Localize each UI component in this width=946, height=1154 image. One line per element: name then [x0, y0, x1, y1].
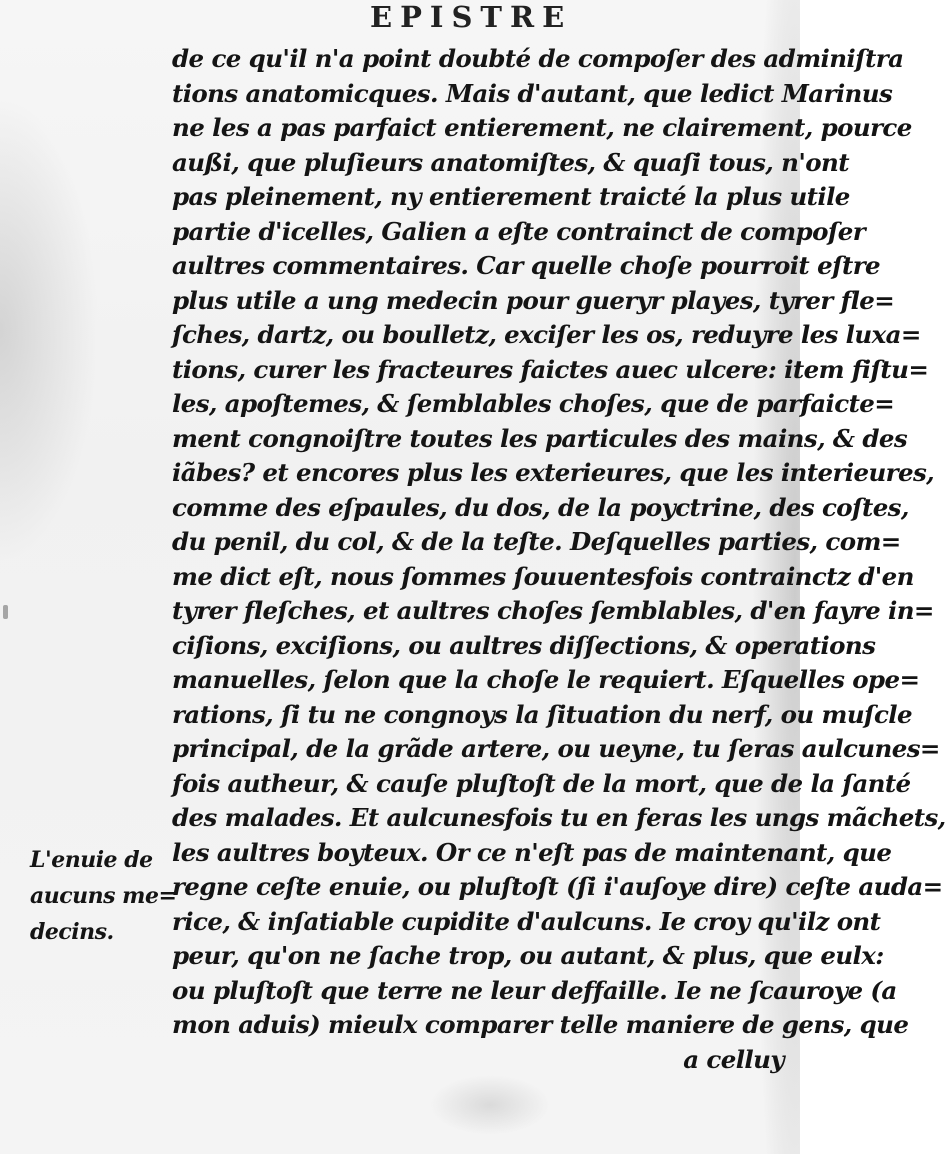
- body-line: ſches, dartz, ou boulletz, exciſer les os, reduyre les luxa=: [172, 320, 921, 349]
- body-line: tions, curer les fracteures faictes auec ulcere: item fiſtu=: [172, 354, 929, 384]
- ink-speck: [3, 605, 8, 619]
- margin-note-line: aucuns me=: [30, 883, 177, 909]
- body-line: me dict eſt, nous ſommes ſouuentesfois contrainctz d'en: [172, 561, 914, 591]
- body-line: tions anatomicques. Mais d'autant, que ledict Marinus: [172, 78, 893, 108]
- body-line: ne les a pas parfaict entierement, ne clairement, pource: [172, 113, 912, 142]
- body-line: pas pleinement, ny entierement traicté la plus utile: [172, 182, 850, 211]
- body-line: rice, & inſatiable cupidite d'aulcuns. Ie croy qu'ilz ont: [172, 906, 881, 936]
- margin-note-line: L'enuie de: [30, 847, 153, 873]
- running-title: EPISTRE: [370, 0, 573, 34]
- body-line: fois autheur, & cauſe pluſtoſt de la mort, que de la ſanté: [172, 768, 911, 798]
- body-line: du penil, du col, & de la teſte. Deſquelles parties, com=: [172, 527, 901, 556]
- body-line: manuelles, ſelon que la choſe le requiert. Eſquelles ope=: [172, 665, 920, 694]
- body-line: plus utile a ung medecin pour gueryr playes, tyrer fle=: [172, 285, 895, 315]
- body-line: les, apoſtemes, & ſemblables choſes, que de parfaicte=: [172, 389, 895, 418]
- catchword: a celluy: [683, 1044, 784, 1074]
- body-line: comme des eſpaules, du dos, de la poyctrine, des coſtes,: [172, 492, 909, 522]
- body-line: regne ceſte enuie, ou pluſtoſt (ſi i'auſoye dire) ceſte auda=: [172, 872, 943, 901]
- body-line: mon aduis) mieulx comparer telle maniere de gens, que: [172, 1010, 909, 1039]
- margin-note: [30, 842, 177, 950]
- body-text: [172, 42, 946, 1077]
- margin-note-line: decins.: [30, 919, 114, 945]
- body-line: les aultres boyteux. Or ce n'eſt pas de maintenant, que: [172, 837, 892, 867]
- body-line: rations, ſi tu ne congnoys la ſituation du nerf, ou muſcle: [172, 699, 912, 729]
- paper-stain: [430, 1075, 550, 1135]
- body-line: aultres commentaires. Car quelle choſe pourroit eſtre: [172, 251, 881, 280]
- body-line: de ce qu'il n'a point doubté de compoſer des adminiſtra: [172, 44, 904, 73]
- body-line: des malades. Et aulcunesfois tu en feras les ungs mãchets,: [172, 803, 946, 832]
- body-line: ciſions, exciſions, ou aultres diſſections, & operations: [172, 630, 876, 660]
- body-line: ment congnoiſtre toutes les particules des mains, & des: [172, 423, 908, 453]
- body-line: principal, de la grãde artere, ou ueyne, tu ſeras aulcunes=: [172, 734, 940, 763]
- body-line: ou pluſtoſt que terre ne leur deffaille. Ie ne ſcauroye (a: [172, 975, 897, 1005]
- body-line: peur, qu'on ne ſache trop, ou autant, & plus, que eulx:: [172, 941, 884, 970]
- body-line: außi, que pluſieurs anatomiſtes, & quaſi tous, n'ont: [172, 147, 849, 177]
- body-line: iãbes? et encores plus les exterieures, que les interieures,: [172, 458, 935, 487]
- body-line: tyrer fleſches, et aultres choſes ſemblables, d'en fayre in=: [172, 596, 934, 625]
- body-line: partie d'icelles, Galien a eſte contrainct de compoſer: [172, 216, 866, 246]
